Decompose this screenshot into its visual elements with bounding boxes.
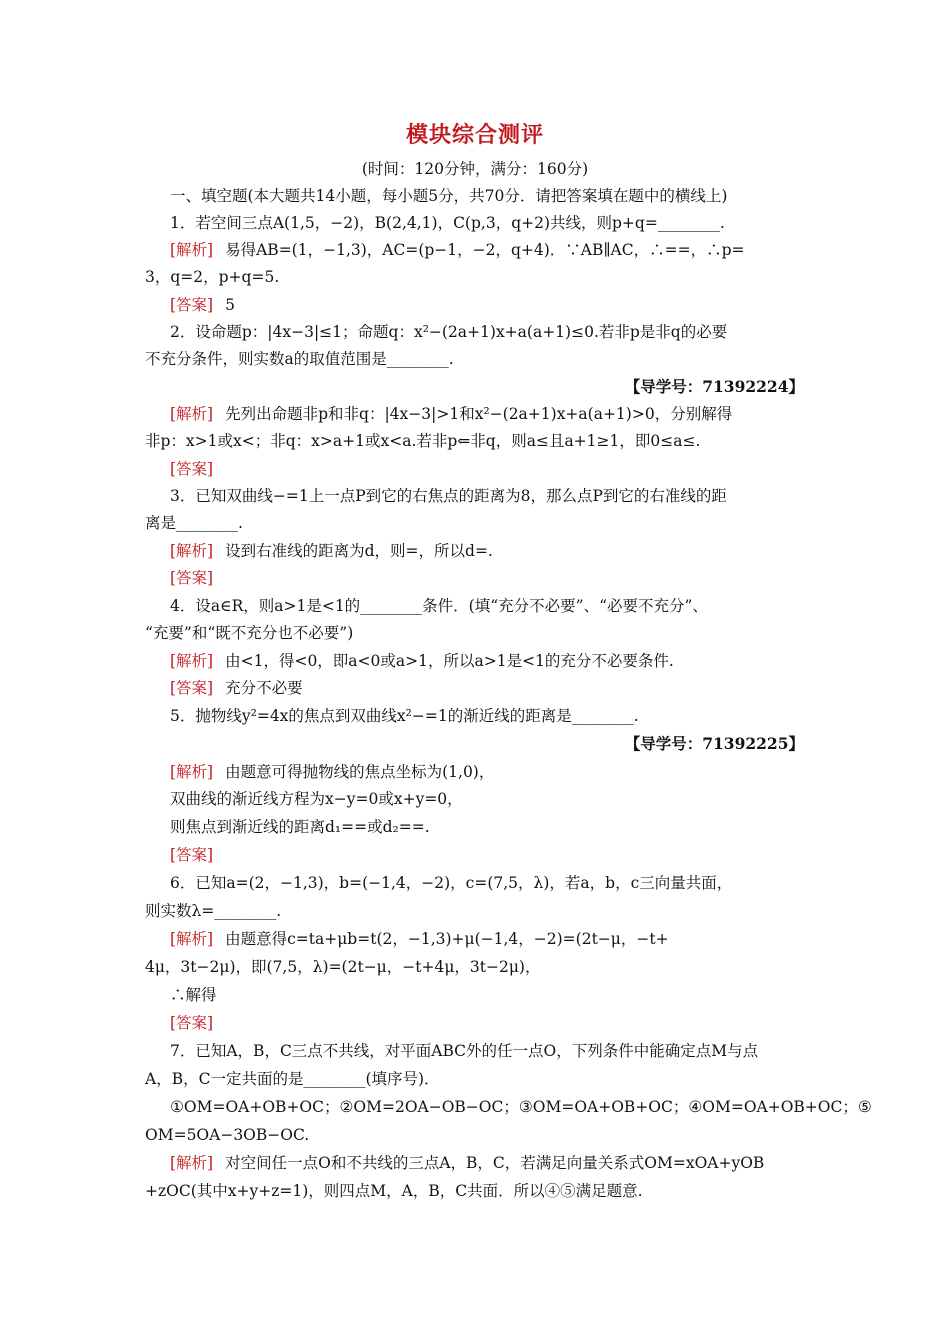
problem-2-answer — [170, 459, 213, 479]
analysis-label: [解析] — [170, 652, 214, 670]
problem-7-stem: 7．已知A，B，C三点不共线，对平面ABC外的任一点O，下列条件中能确定点M与点 — [170, 1042, 759, 1060]
problem-5-answer — [170, 845, 213, 865]
answer-text: 5 — [225, 296, 235, 314]
problem-4-stem: 4．设a∈R，则a>1是<1的________条件．(填“充分不必要”、“必要不充分”、 — [170, 597, 708, 615]
problem-6-stem-cont: 则实数λ=________. — [145, 902, 282, 920]
problem-3-stem-cont: 离是________. — [145, 514, 243, 532]
problem-3-answer — [170, 568, 213, 588]
problem-6-analysis-line3: ∴解得 — [170, 986, 217, 1004]
problem-4-analysis — [170, 651, 674, 671]
problem-7-analysis — [170, 1153, 764, 1173]
problem-4-answer — [170, 678, 303, 698]
answer-label: [答案] — [170, 296, 214, 314]
analysis-text: 由题意得c=ta+μb=t(2，−1,3)+μ(−1,4，−2)=(2t−μ，−t+ — [225, 930, 669, 948]
answer-label: [答案] — [170, 846, 214, 864]
problem-2-analysis — [170, 404, 732, 424]
analysis-label: [解析] — [170, 405, 214, 423]
analysis-label: [解析] — [170, 241, 214, 259]
answer-text: 充分不必要 — [225, 679, 303, 697]
page-title: 模块综合测评 — [405, 122, 544, 148]
problem-6-answer — [170, 1013, 213, 1033]
problem-7-options: ①OM=OA+OB+OC；②OM=2OA−OB−OC；③OM=OA+OB+OC；④OM=OA+OB+OC；⑤ — [170, 1098, 872, 1116]
section-heading: 一、填空题(本大题共14小题，每小题5分，共70分．请把答案填在题中的横线上) — [170, 187, 728, 205]
answer-label: [答案] — [170, 460, 214, 478]
analysis-text: 由<1，得<0，即a<0或a>1，所以a>1是<1的充分不必要条件. — [225, 652, 674, 670]
analysis-label: [解析] — [170, 930, 214, 948]
problem-5-analysis-line3: 则焦点到渐近线的距离d₁==或d₂==. — [170, 818, 430, 836]
problem-5-code: 【导学号：71392225】 — [624, 734, 804, 753]
answer-label: [答案] — [170, 1014, 214, 1032]
problem-6-analysis — [170, 929, 669, 949]
analysis-text: 设到右准线的距离为d，则=，所以d=. — [225, 542, 493, 560]
problem-7-options-cont: OM=5OA−3OB−OC. — [145, 1126, 310, 1144]
problem-6-stem: 6．已知a=(2，−1,3)，b=(−1,4，−2)，c=(7,5，λ)，若a，b，c三向量共面， — [170, 874, 733, 892]
problem-3-analysis — [170, 541, 493, 561]
analysis-label: [解析] — [170, 1154, 214, 1172]
problem-5-analysis-line2: 双曲线的渐近线方程为x−y=0或x+y=0， — [170, 790, 463, 808]
answer-label: [答案] — [170, 679, 214, 697]
problem-1-analysis-cont: 3，q=2，p+q=5. — [145, 268, 280, 286]
problem-5-analysis — [170, 762, 494, 782]
problem-2-stem-cont: 不充分条件，则实数a的取值范围是________. — [145, 350, 454, 368]
problem-7-stem-cont: A，B，C一定共面的是________(填序号)． — [145, 1070, 440, 1088]
page-subtitle: (时间：120分钟，满分：160分) — [361, 160, 589, 178]
problem-2-analysis-cont: 非p：x>1或x<；非q：x>a+1或x<a.若非p⇐非q，则a≤且a+1≥1，即0≤a≤. — [145, 432, 701, 450]
analysis-text: 易得AB=(1，−1,3)，AC=(p−1，−2，q+4)．∵AB∥AC，∴==，∴p= — [225, 241, 745, 259]
analysis-label: [解析] — [170, 542, 214, 560]
problem-1-answer — [170, 295, 235, 315]
answer-label: [答案] — [170, 569, 214, 587]
problem-2-code: 【导学号：71392224】 — [624, 377, 804, 396]
problem-6-analysis-cont: 4μ，3t−2μ)，即(7,5，λ)=(2t−μ，−t+4μ，3t−2μ)， — [145, 958, 541, 976]
analysis-label: [解析] — [170, 763, 214, 781]
analysis-text: 对空间任一点O和不共线的三点A，B，C，若满足向量关系式OM=xOA+yOB — [225, 1154, 765, 1172]
problem-2-stem: 2．设命题p：|4x−3|≤1；命题q：x²−(2a+1)x+a(a+1)≤0.若非p是非q的必要 — [170, 323, 728, 341]
problem-5-stem: 5．抛物线y²=4x的焦点到双曲线x²−=1的渐近线的距离是________. — [170, 707, 639, 725]
problem-1-stem: 1．若空间三点A(1,5，−2)，B(2,4,1)，C(p,3，q+2)共线，则p+q=________. — [170, 214, 725, 232]
problem-7-analysis-cont: +zOC(其中x+y+z=1)，则四点M，A，B，C共面．所以④⑤满足题意. — [145, 1182, 643, 1200]
analysis-text: 由题意可得抛物线的焦点坐标为(1,0)， — [225, 763, 495, 781]
analysis-text: 先列出命题非p和非q：|4x−3|>1和x²−(2a+1)x+a(a+1)>0，分别解得 — [225, 405, 733, 423]
problem-1-analysis — [170, 240, 744, 260]
problem-4-stem-cont: “充要”和“既不充分也不必要”) — [145, 624, 354, 642]
problem-3-stem: 3．已知双曲线−=1上一点P到它的右焦点的距离为8，那么点P到它的右准线的距 — [170, 487, 727, 505]
